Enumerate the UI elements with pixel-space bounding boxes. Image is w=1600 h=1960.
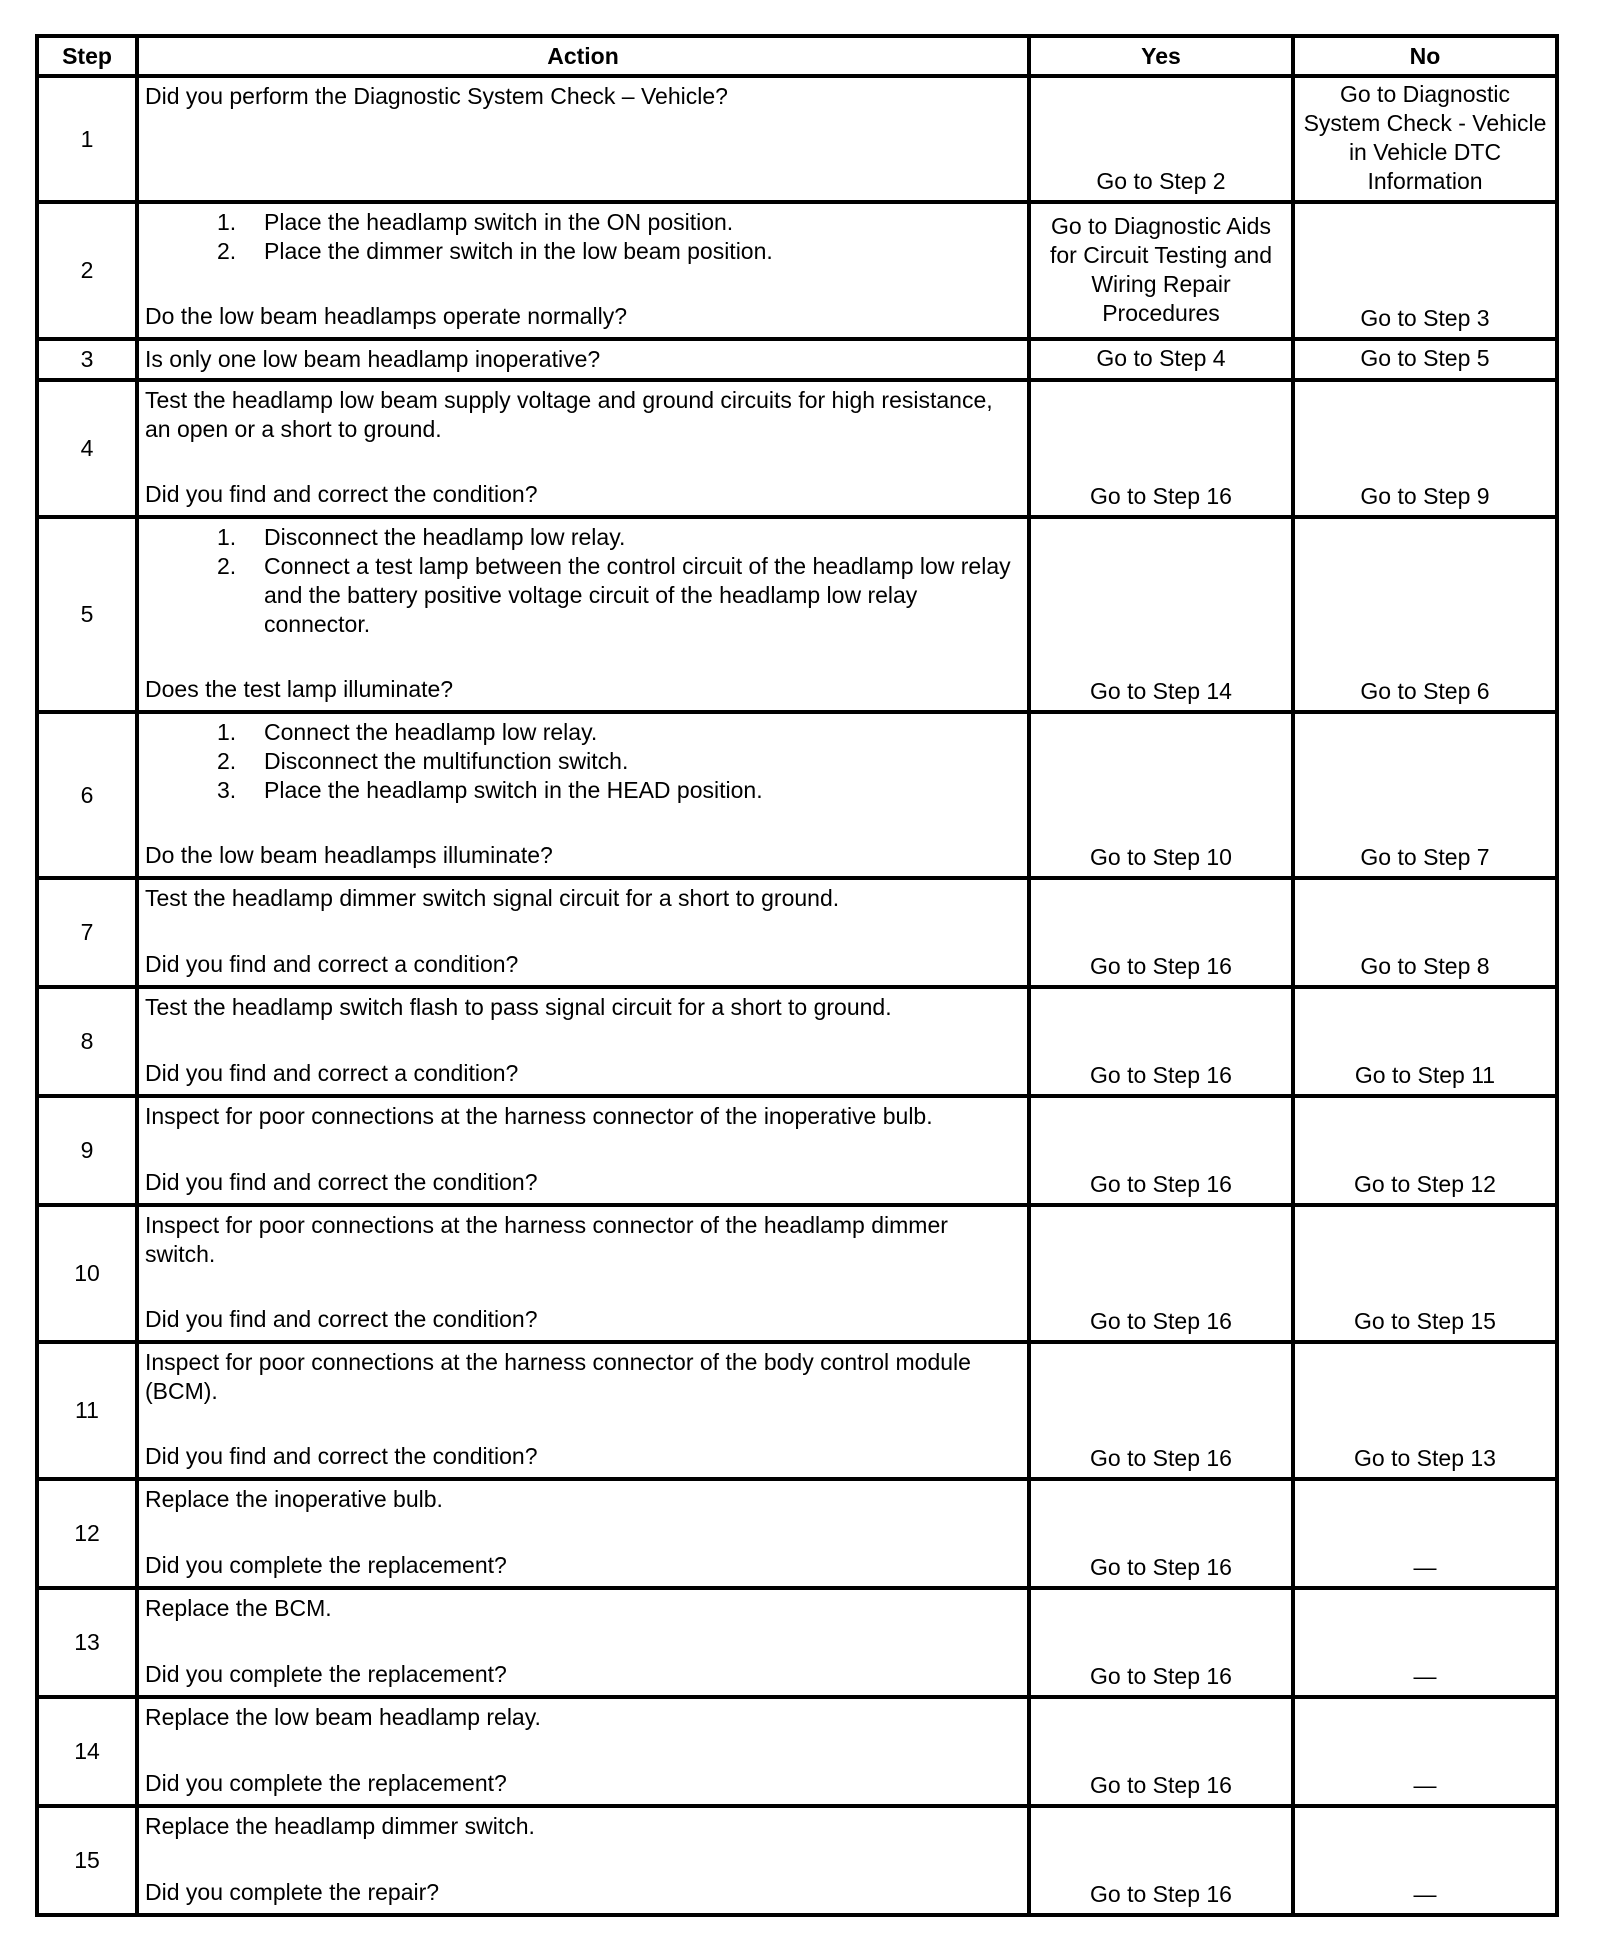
- action-text: Did you perform the Diagnostic System Check – Vehicle?: [145, 83, 728, 109]
- table-row: [37, 1096, 1557, 1205]
- step-number: 7: [37, 878, 137, 987]
- step-number: 10: [37, 1205, 137, 1342]
- yes-result: Go to Step 16: [1029, 878, 1293, 987]
- action-text: Inspect for poor connections at the harness connector of the headlamp dimmer switch.: [145, 1212, 948, 1267]
- action-text: Replace the low beam headlamp relay.: [145, 1704, 541, 1730]
- action-question: Do the low beam headlamps illuminate?: [145, 842, 553, 868]
- table-row: [37, 1588, 1557, 1697]
- step-number: 9: [37, 1096, 137, 1205]
- table-row: [37, 380, 1557, 517]
- step-number: 1: [37, 76, 137, 202]
- action-step-number: 2.: [217, 553, 237, 579]
- action-step-number: 3.: [217, 777, 237, 803]
- action-question: Did you find and correct the condition?: [145, 481, 538, 507]
- action-step-text: Place the headlamp switch in the ON position.: [264, 209, 734, 235]
- action-cell: [137, 1096, 1029, 1205]
- yes-result: Go to Step 16: [1029, 1806, 1293, 1915]
- action-text: Inspect for poor connections at the harness connector of the body control module (BCM).: [145, 1349, 971, 1404]
- yes-result: Go to Step 16: [1029, 1096, 1293, 1205]
- header-no: No: [1293, 36, 1557, 76]
- action-question: Did you complete the replacement?: [145, 1552, 507, 1578]
- no-result: Go to Step 15: [1293, 1205, 1557, 1342]
- action-step-number: 2.: [217, 748, 237, 774]
- table-row: [37, 76, 1557, 202]
- yes-result: Go to Step 16: [1029, 1205, 1293, 1342]
- action-instructions: [145, 1485, 1021, 1514]
- action-text: Replace the inoperative bulb.: [145, 1486, 443, 1512]
- action-step-item: [145, 552, 1021, 639]
- action-step-number: 1.: [217, 524, 237, 550]
- no-result: Go to Step 3: [1293, 202, 1557, 339]
- action-step-list: [145, 208, 1021, 266]
- table-row: [37, 712, 1557, 878]
- table-row: [37, 339, 1557, 380]
- action-question: Did you find and correct the condition?: [145, 1306, 538, 1332]
- yes-result: Go to Step 16: [1029, 1342, 1293, 1479]
- action-step-item: [145, 237, 1021, 266]
- yes-result: Go to Step 16: [1029, 1697, 1293, 1806]
- action-cell: [137, 712, 1029, 878]
- action-cell: [137, 1806, 1029, 1915]
- action-instructions: [145, 523, 1021, 639]
- action-step-text: Connect a test lamp between the control circuit of the headlamp low relay and the battery positive voltage circuit of the headlamp low relay connector.: [264, 553, 1011, 637]
- step-number: 13: [37, 1588, 137, 1697]
- step-number: 11: [37, 1342, 137, 1479]
- step-number: 12: [37, 1479, 137, 1588]
- yes-result: Go to Diagnostic Aids for Circuit Testing and Wiring Repair Procedures: [1029, 202, 1293, 339]
- action-step-item: [145, 208, 1021, 237]
- no-result: Go to Step 6: [1293, 517, 1557, 712]
- action-step-item: [145, 776, 1021, 805]
- no-result: Go to Step 12: [1293, 1096, 1557, 1205]
- action-instructions: [145, 1703, 1021, 1732]
- action-cell: [137, 1479, 1029, 1588]
- action-text: Is only one low beam headlamp inoperative?: [145, 346, 601, 372]
- action-instructions: [145, 718, 1021, 805]
- header-action: Action: [137, 36, 1029, 76]
- header-yes: Yes: [1029, 36, 1293, 76]
- no-result: Go to Diagnostic System Check - Vehicle in Vehicle DTC Information: [1293, 76, 1557, 202]
- action-instructions: [145, 993, 1021, 1022]
- no-result: Go to Step 5: [1293, 339, 1557, 380]
- no-result: Go to Step 7: [1293, 712, 1557, 878]
- action-text: Test the headlamp switch flash to pass signal circuit for a short to ground.: [145, 994, 892, 1020]
- action-question: Did you find and correct the condition?: [145, 1169, 538, 1195]
- table-row: [37, 987, 1557, 1096]
- step-number: 5: [37, 517, 137, 712]
- action-question: Did you complete the replacement?: [145, 1770, 507, 1796]
- diagnostic-table: [35, 34, 1559, 1917]
- table-row: [37, 878, 1557, 987]
- action-step-text: Place the dimmer switch in the low beam position.: [264, 238, 773, 264]
- action-instructions: [145, 884, 1021, 913]
- action-text: Test the headlamp low beam supply voltage and ground circuits for high resistance, an open or a short to ground.: [145, 387, 993, 442]
- action-instructions: [145, 345, 1021, 374]
- step-number: 4: [37, 380, 137, 517]
- yes-result: Go to Step 16: [1029, 987, 1293, 1096]
- step-number: 14: [37, 1697, 137, 1806]
- table-row: [37, 1479, 1557, 1588]
- step-number: 8: [37, 987, 137, 1096]
- action-cell: [137, 339, 1029, 380]
- action-cell: [137, 1588, 1029, 1697]
- action-cell: [137, 1697, 1029, 1806]
- no-result: —: [1293, 1806, 1557, 1915]
- no-result: —: [1293, 1697, 1557, 1806]
- no-result: Go to Step 9: [1293, 380, 1557, 517]
- action-step-item: [145, 523, 1021, 552]
- yes-result: Go to Step 16: [1029, 1588, 1293, 1697]
- table-row: [37, 1697, 1557, 1806]
- table-body: [37, 76, 1557, 1915]
- action-instructions: [145, 386, 1021, 444]
- no-result: Go to Step 8: [1293, 878, 1557, 987]
- step-number: 3: [37, 339, 137, 380]
- action-question: Did you complete the repair?: [145, 1879, 440, 1905]
- yes-result: Go to Step 16: [1029, 1479, 1293, 1588]
- action-step-text: Disconnect the multifunction switch.: [264, 748, 629, 774]
- action-cell: [137, 76, 1029, 202]
- action-step-list: [145, 523, 1021, 639]
- no-result: —: [1293, 1588, 1557, 1697]
- action-cell: [137, 878, 1029, 987]
- action-cell: [137, 380, 1029, 517]
- action-cell: [137, 202, 1029, 339]
- action-cell: [137, 987, 1029, 1096]
- action-text: Replace the BCM.: [145, 1595, 332, 1621]
- action-instructions: [145, 1812, 1021, 1841]
- yes-result: Go to Step 2: [1029, 76, 1293, 202]
- table-header-row: [37, 36, 1557, 76]
- action-instructions: [145, 1102, 1021, 1131]
- action-text: Test the headlamp dimmer switch signal circuit for a short to ground.: [145, 885, 840, 911]
- action-instructions: [145, 1348, 1021, 1406]
- action-question: Did you find and correct the condition?: [145, 1443, 538, 1469]
- no-result: Go to Step 13: [1293, 1342, 1557, 1479]
- step-number: 15: [37, 1806, 137, 1915]
- table-row: [37, 1342, 1557, 1479]
- action-step-text: Connect the headlamp low relay.: [264, 719, 598, 745]
- action-question: Did you find and correct a condition?: [145, 1060, 519, 1086]
- action-step-item: [145, 718, 1021, 747]
- action-text: Inspect for poor connections at the harness connector of the inoperative bulb.: [145, 1103, 933, 1129]
- yes-result: Go to Step 10: [1029, 712, 1293, 878]
- table-row: [37, 1806, 1557, 1915]
- action-instructions: [145, 208, 1021, 266]
- no-result: —: [1293, 1479, 1557, 1588]
- yes-result: Go to Step 16: [1029, 380, 1293, 517]
- step-number: 2: [37, 202, 137, 339]
- action-question: Did you complete the replacement?: [145, 1661, 507, 1687]
- action-cell: [137, 517, 1029, 712]
- action-cell: [137, 1342, 1029, 1479]
- action-step-number: 1.: [217, 209, 237, 235]
- no-result: Go to Step 11: [1293, 987, 1557, 1096]
- action-step-list: [145, 718, 1021, 805]
- action-question: Does the test lamp illuminate?: [145, 676, 454, 702]
- action-step-text: Place the headlamp switch in the HEAD position.: [264, 777, 763, 803]
- action-step-number: 2.: [217, 238, 237, 264]
- action-text: Replace the headlamp dimmer switch.: [145, 1813, 535, 1839]
- action-cell: [137, 1205, 1029, 1342]
- action-instructions: [145, 1594, 1021, 1623]
- table-row: [37, 202, 1557, 339]
- action-instructions: [145, 1211, 1021, 1269]
- diagnostic-table-sheet: [35, 34, 1557, 1917]
- action-question: Did you find and correct a condition?: [145, 951, 519, 977]
- table-row: [37, 1205, 1557, 1342]
- action-step-number: 1.: [217, 719, 237, 745]
- action-question: Do the low beam headlamps operate normally?: [145, 303, 627, 329]
- yes-result: Go to Step 14: [1029, 517, 1293, 712]
- table-row: [37, 517, 1557, 712]
- action-step-item: [145, 747, 1021, 776]
- header-step: Step: [37, 36, 137, 76]
- step-number: 6: [37, 712, 137, 878]
- action-step-text: Disconnect the headlamp low relay.: [264, 524, 626, 550]
- yes-result: Go to Step 4: [1029, 339, 1293, 380]
- action-instructions: [145, 82, 1021, 111]
